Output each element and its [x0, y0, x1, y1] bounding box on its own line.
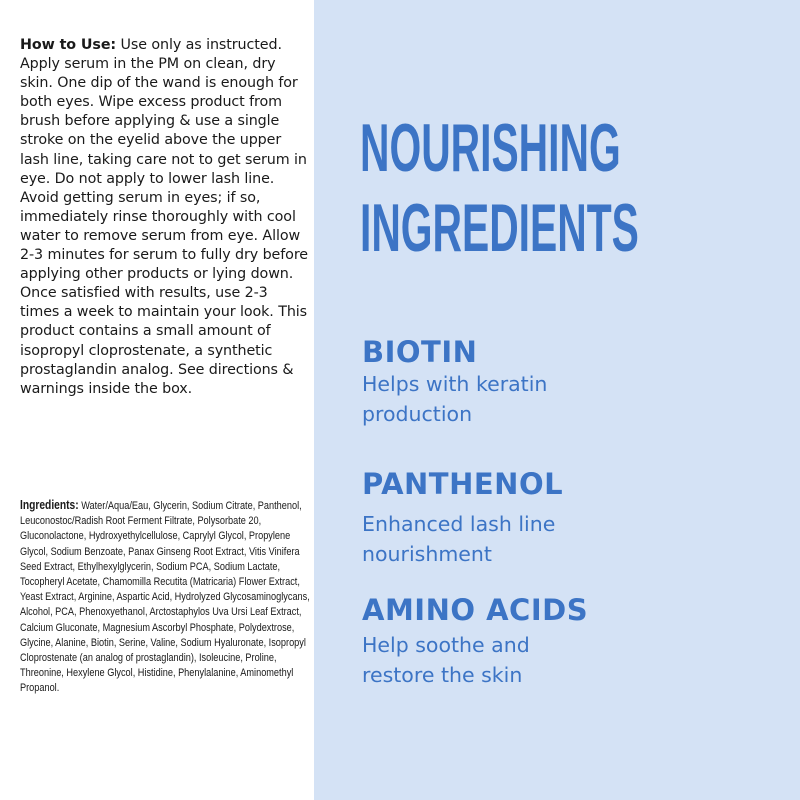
- desc-line: production: [362, 402, 473, 426]
- ingredient-desc-panthenol: [362, 509, 662, 569]
- desc-line: nourishment: [362, 542, 492, 566]
- ingredient-desc-biotin: [362, 369, 662, 429]
- desc-line: Enhanced lash line: [362, 512, 556, 536]
- how-to-use-text: [20, 36, 310, 399]
- ingredient-title-amino-acids: AMINO ACIDS: [362, 593, 589, 627]
- desc-line: Help soothe and: [362, 633, 530, 657]
- ingredients-list: [20, 498, 310, 697]
- how-to-use-label: How to Use:: [20, 37, 117, 53]
- directions-panel: [0, 0, 314, 800]
- desc-line: restore the skin: [362, 663, 523, 687]
- heading-line-2: INGREDIENTS: [360, 190, 639, 266]
- ingredient-title-biotin: BIOTIN: [362, 335, 478, 369]
- desc-line: Helps with keratin: [362, 372, 548, 396]
- ingredient-title-panthenol: PANTHENOL: [362, 467, 564, 501]
- page-heading: [360, 108, 639, 268]
- ingredients-label: Ingredients:: [20, 498, 79, 512]
- ingredients-body: Water/Aqua/Eau, Glycerin, Sodium Citrate, Panthenol, Leuconostoc/Radish Root Ferment Filtrate, Polysorbate 20, Gluconolactone, Hydroxyethylcellulose, Caprylyl Glycol, Propylene Glycol, Sodium Benzoate, Panax Ginseng Root Extract, Vitis Vinifera Seed Extract, Ethylhexylglycerin, Sodium PCA, Sodium Lactate, Tocopheryl Acetate, Chamomilla Recutita (Matricaria) Flower Extract, Yeast Extract, Arginine, Aspartic Acid, Hydrolyzed Glycosaminoglycans, Alcohol, PCA, Phenoxyethanol, Arctostaphylos Uva Ursi Leaf Extract, Calcium Gluconate, Magnesium Ascorbyl Phosphate, Polydextrose, Glycine, Alanine, Biotin, Serine, Valine, Sodium Hyaluronate, Isopropyl Cloprostenate (an analog of prostaglandin), Isoleucine, Proline, Threonine, Hexylene Glycol, Histidine, Phenylalanine, Aminomethyl Propanol.: [20, 500, 310, 695]
- ingredient-desc-amino-acids: [362, 630, 662, 690]
- how-to-use-body: Use only as instructed. Apply serum in the PM on clean, dry skin. One dip of the wand is enough for both eyes. Wipe excess product from brush before applying & use a single stroke on the eyelid above the upper lash line, taking care not to get serum in eye. Do not apply to lower lash line. Avoid getting serum in eyes; if so, immediately rinse thoroughly with cool water to remove serum from eye. Allow 2-3 minutes for serum to fully dry before applying other products or lying down. Once satisfied with results, use 2-3 times a week to maintain your look. This product contains a small amount of isopropyl cloprostenate, a synthetic prostaglandin analog. See directions & warnings inside the box.: [20, 37, 308, 397]
- heading-line-1: NOURISHING: [360, 110, 621, 186]
